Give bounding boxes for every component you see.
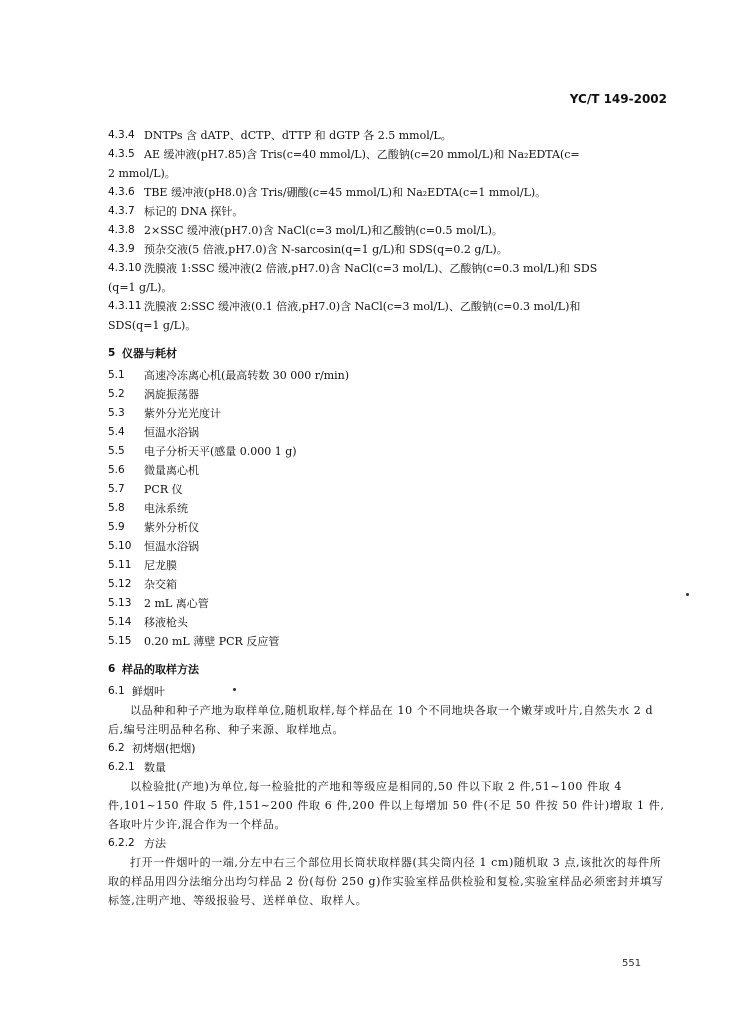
subsection-number: 6.2.1 (108, 761, 135, 773)
item-text: AE 缓冲液(pH7.85)含 Tris(c=40 mmol/L)、乙酸钠(c=20 mmol/L)和 Na₂EDTA(c= (144, 148, 580, 161)
equipment-item (108, 366, 668, 385)
item-text: 洗膜液 1:SSC 缓冲液(2 倍液,pH7.0)含 NaCl(c=3 mol/L)、乙酸钠(c=0.3 mol/L)和 SDS (144, 262, 598, 275)
section-5-heading (108, 344, 668, 363)
equipment-item (108, 385, 668, 404)
item-number: 5.11 (108, 559, 132, 571)
equipment-list (108, 366, 668, 651)
item-text: 电泳系统 (144, 502, 188, 515)
subsection-title: 鲜烟叶 (132, 685, 165, 698)
item-text: 尼龙膜 (144, 559, 177, 572)
subsection-6-1-heading (108, 682, 668, 701)
item-number: 5.9 (108, 521, 125, 533)
item-text: PCR 仪 (144, 483, 183, 496)
equipment-item (108, 518, 668, 537)
reagent-item (108, 259, 668, 278)
section-number: 6 (108, 663, 116, 675)
item-number: 4.3.10 (108, 262, 142, 274)
item-text: 高速冷冻离心机(最高转数 30 000 r/min) (144, 369, 350, 382)
item-text: 涡旋振荡器 (144, 388, 199, 401)
item-number: 5.1 (108, 369, 125, 381)
item-number: 5.12 (108, 578, 132, 590)
standard-code: YC/T 149-2002 (569, 92, 667, 106)
item-text-continuation: (q=1 g/L)。 (108, 281, 173, 294)
equipment-item (108, 556, 668, 575)
paragraph: 以检验批(产地)为单位,每一检验批的产地和等级应是相同的,50 件以下取 2 件,51~100 件取 4 件,101~150 件取 5 件,151~200 件取 6 件,200 件以上每增加 50 件(不足 50 件按 50 件计)增取 1 件,各取叶片少许,混合作为一个样品。 (108, 780, 665, 831)
subsection-6-2-1-heading (108, 758, 668, 777)
section-6-heading (108, 660, 668, 679)
item-number: 5.7 (108, 483, 125, 495)
item-text: TBE 缓冲液(pH8.0)含 Tris/硼酸(c=45 mmol/L)和 Na₂EDTA(c=1 mmol/L)。 (144, 186, 547, 199)
subsection-6-2-heading (108, 739, 668, 758)
item-number: 4.3.11 (108, 300, 142, 312)
section-number: 5 (108, 347, 116, 359)
item-number: 4.3.6 (108, 186, 135, 198)
item-text: 紫外分光光度计 (144, 407, 221, 420)
scan-speck (686, 593, 689, 596)
item-number: 4.3.5 (108, 148, 135, 160)
equipment-item (108, 423, 668, 442)
equipment-item (108, 613, 668, 632)
item-text: 微量离心机 (144, 464, 199, 477)
subsection-number: 6.1 (108, 685, 125, 697)
item-text: DNTPs 含 dATP、dCTP、dTTP 和 dGTP 各 2.5 mmol/L。 (144, 129, 452, 142)
item-number: 5.2 (108, 388, 125, 400)
section-title: 仪器与耗材 (122, 347, 177, 360)
item-number: 5.3 (108, 407, 125, 419)
item-text: 2 mL 离心管 (144, 597, 209, 610)
equipment-item (108, 461, 668, 480)
item-number: 5.13 (108, 597, 132, 609)
page-number: 551 (622, 958, 642, 969)
equipment-item (108, 537, 668, 556)
item-text: 预杂交液(5 倍液,pH7.0)含 N-sarcosin(q=1 g/L)和 SDS(q=0.2 g/L)。 (144, 243, 508, 256)
subsection-6-2-2-heading (108, 834, 668, 853)
item-number: 5.4 (108, 426, 125, 438)
subsection-number: 6.2.2 (108, 837, 135, 849)
item-text: 紫外分析仪 (144, 521, 199, 534)
section-title: 样品的取样方法 (122, 663, 199, 676)
reagent-item (108, 297, 668, 316)
item-text: 恒温水浴锅 (144, 540, 199, 553)
scan-speck (233, 688, 236, 691)
equipment-item (108, 594, 668, 613)
item-number: 4.3.4 (108, 129, 135, 141)
subsection-title: 方法 (144, 837, 166, 850)
item-text: 电子分析天平(感量 0.000 1 g) (144, 445, 297, 458)
equipment-item (108, 480, 668, 499)
equipment-item (108, 404, 668, 423)
item-text: 洗膜液 2:SSC 缓冲液(0.1 倍液,pH7.0)含 NaCl(c=3 mol/L)、乙酸钠(c=0.3 mol/L)和 (144, 300, 581, 313)
subsection-title: 数量 (144, 761, 166, 774)
reagent-item (108, 145, 668, 164)
equipment-item (108, 442, 668, 461)
document-body (108, 126, 668, 910)
item-text: 移液枪头 (144, 616, 188, 629)
item-number: 5.8 (108, 502, 125, 514)
reagent-list (108, 126, 668, 335)
paragraph: 打开一件烟叶的一端,分左中右三个部位用长筒状取样器(其尖筒内径 1 cm)随机取 3 点,该批次的每件所取的样品用四分法缩分出均匀样品 2 份(每份 250 g)作实验室样品供检验和复检,实验室样品必须密封并填写标签,注明产地、等级报验号、送样单位、取样人。 (108, 856, 664, 907)
item-number: 5.5 (108, 445, 125, 457)
equipment-item (108, 575, 668, 594)
reagent-item (108, 240, 668, 259)
item-text: 杂交箱 (144, 578, 177, 591)
item-number: 4.3.8 (108, 224, 135, 236)
reagent-item (108, 202, 668, 221)
item-text: 2×SSC 缓冲液(pH7.0)含 NaCl(c=3 mol/L)和乙酸钠(c=0.5 mol/L)。 (144, 224, 503, 237)
reagent-item (108, 126, 668, 145)
item-text-continuation: 2 mmol/L)。 (108, 167, 176, 180)
item-number: 4.3.7 (108, 205, 135, 217)
item-number: 5.14 (108, 616, 132, 628)
item-text-continuation: SDS(q=1 g/L)。 (108, 319, 197, 332)
item-text: 0.20 mL 薄壁 PCR 反应管 (144, 635, 280, 648)
item-number: 4.3.9 (108, 243, 135, 255)
item-text: 标记的 DNA 探针。 (144, 205, 244, 218)
equipment-item (108, 632, 668, 651)
equipment-item (108, 499, 668, 518)
reagent-item (108, 183, 668, 202)
item-number: 5.15 (108, 635, 132, 647)
item-text: 恒温水浴锅 (144, 426, 199, 439)
subsection-number: 6.2 (108, 742, 125, 754)
item-number: 5.6 (108, 464, 125, 476)
subsection-title: 初烤烟(把烟) (132, 742, 196, 755)
item-number: 5.10 (108, 540, 132, 552)
reagent-item (108, 221, 668, 240)
paragraph: 以品种和种子产地为取样单位,随机取样,每个样品在 10 个不同地块各取一个嫩芽或叶片,自然失水 2 d 后,编号注明品种名称、种子来源、取样地点。 (108, 704, 654, 736)
